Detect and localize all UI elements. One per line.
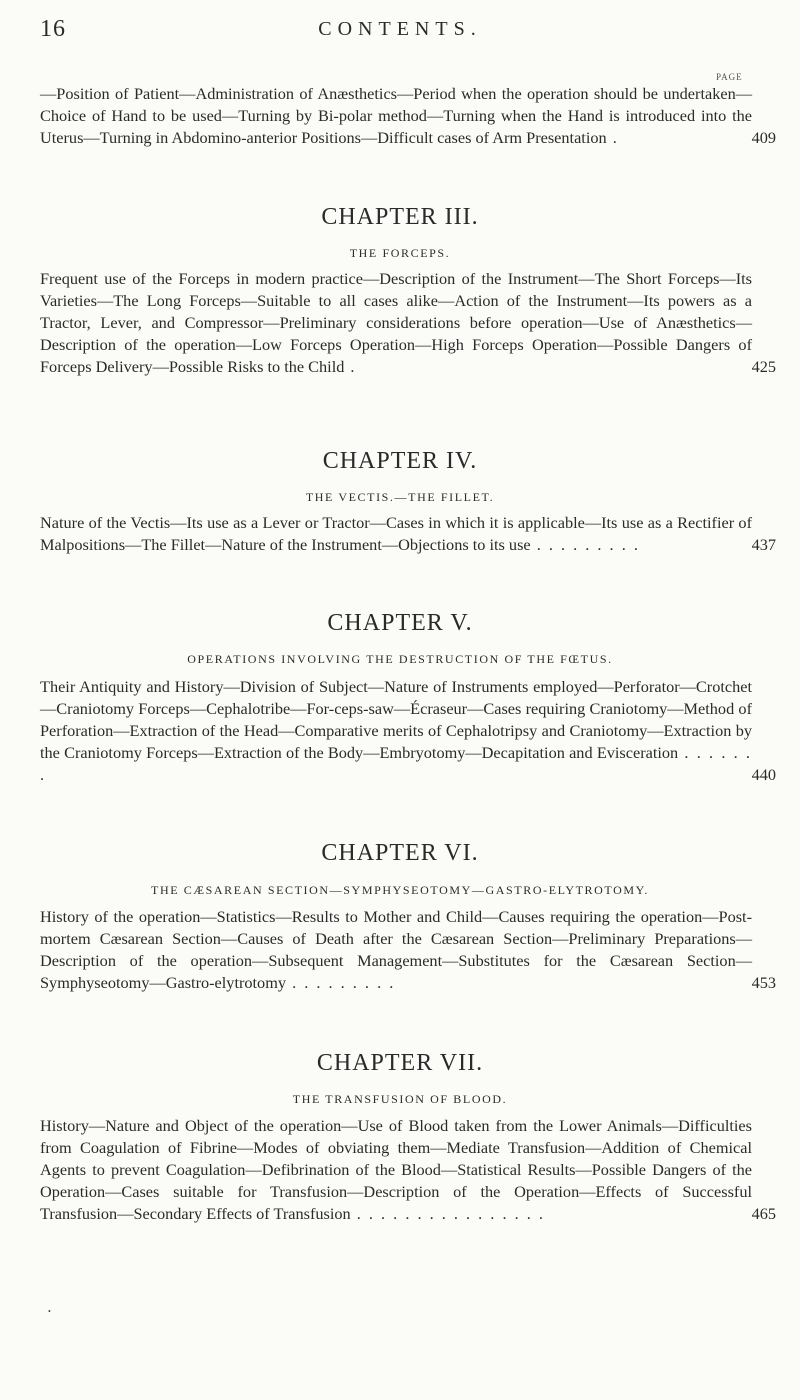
entry-page-number: 440 bbox=[751, 765, 776, 784]
dot-leader: . bbox=[344, 357, 357, 376]
entry-text: Nature of the Vectis—Its use as a Lever or Tractor—Cases in which it is applicable—Its use as a Rectifier of Malpositions—The Fillet—Nature of the Instrument—Objections to its use bbox=[40, 513, 752, 554]
entry-page-number: 465 bbox=[751, 1204, 776, 1223]
page-column-label: PAGE bbox=[716, 72, 743, 82]
running-title: CONTENTS. bbox=[318, 18, 482, 40]
dot-leader: . . . . . . . bbox=[40, 743, 752, 784]
chapter-subtitle: THE FORCEPS. bbox=[349, 246, 451, 260]
entry-page-number: 425 bbox=[751, 357, 776, 376]
chapter-subtitle: THE CÆSAREAN SECTION—SYMPHYSEOTOMY—GASTRO-ELYTROTOMY. bbox=[151, 883, 649, 897]
chapter-subtitle: THE VECTIS.—THE FILLET. bbox=[305, 490, 495, 504]
contents-entry bbox=[40, 676, 776, 786]
contents-entry bbox=[40, 512, 776, 556]
dot-leader: . . . . . . . . . bbox=[286, 973, 396, 992]
contents-entry-continued bbox=[40, 83, 776, 149]
chapter-heading: CHAPTER III. bbox=[321, 204, 479, 230]
entry-text: History of the operation—Statistics—Results to Mother and Child—Causes requiring the operation—Post-mortem Cæsarean Section—Causes of Death after the Cæsarean Section—Preliminary Preparations—Description of the operation—Subsequent Management—Substitutes for the Cæsarean Section—Symphyseotomy—Gastro-elytrotomy bbox=[40, 907, 752, 992]
dot-leader: . bbox=[606, 128, 619, 147]
entry-text: Frequent use of the Forceps in modern practice—Description of the Instrument—The Short Forceps—Its Varieties—The Long Forceps—Suitable to all cases alike—Action of the Instrument—Its powers as a Tractor, Lever, and Compressor—Preliminary considerations before operation—Use of Anæsthetics—Description of the operation—Low Forceps Operation—High Forceps Operation—Possible Dangers of Forceps Delivery—Possible Risks to the Child bbox=[40, 269, 752, 376]
page-number: 16 bbox=[40, 16, 66, 42]
chapter-subtitle: OPERATIONS INVOLVING THE DESTRUCTION OF THE FŒTUS. bbox=[187, 652, 613, 666]
entry-page-number: 453 bbox=[751, 973, 776, 992]
contents-entry bbox=[40, 1115, 776, 1225]
running-head bbox=[40, 16, 760, 46]
dot-leader: . . . . . . . . . bbox=[530, 535, 640, 554]
contents-entry bbox=[40, 268, 776, 378]
page-mark: • bbox=[48, 1307, 51, 1316]
chapter-heading: CHAPTER VII. bbox=[316, 1050, 484, 1076]
chapter-heading: CHAPTER VI. bbox=[321, 840, 479, 866]
contents-entry bbox=[40, 906, 776, 994]
entry-page-number: 437 bbox=[751, 535, 776, 554]
entry-text: Their Antiquity and History—Division of Subject—Nature of Instruments employed—Perforator—Crotchet—Craniotomy Forceps—Cephalotribe—For-ceps-saw—Écraseur—Cases requiring Craniotomy—Method of Perforation—Extraction of the Head—Comparative merits of Cephalotripsy and Craniotomy—Extraction by the Craniotomy Forceps—Extraction of the Body—Embryotomy—Decapitation and Evisceration bbox=[40, 677, 752, 762]
entry-text: History—Nature and Object of the operation—Use of Blood taken from the Lower Animals—Difficulties from Coagulation of Fibrine—Modes of obviating them—Mediate Transfusion—Addition of Chemical Agents to prevent Coagulation—Defibrination of the Blood—Statistical Results—Possible Dangers of the Operation—Cases suitable for Transfusion—Description of the Operation—Effects of Successful Transfusion—Secondary Effects of Transfusion bbox=[40, 1116, 752, 1223]
chapter-heading: CHAPTER IV. bbox=[322, 448, 478, 474]
chapter-heading: CHAPTER V. bbox=[327, 610, 473, 636]
entry-page-number: 409 bbox=[751, 128, 776, 147]
chapter-subtitle: THE TRANSFUSION OF BLOOD. bbox=[292, 1092, 508, 1106]
dot-leader: . . . . . . . . . . . . . . . . bbox=[350, 1204, 545, 1223]
entry-text: —Position of Patient—Administration of Anæsthetics—Period when the operation should be undertaken—Choice of Hand to be used—Turning by Bi-polar method—Turning when the Hand is introduced into the Uterus—Turning in Abdomino-anterior Positions—Difficult cases of Arm Presentation bbox=[40, 84, 752, 147]
